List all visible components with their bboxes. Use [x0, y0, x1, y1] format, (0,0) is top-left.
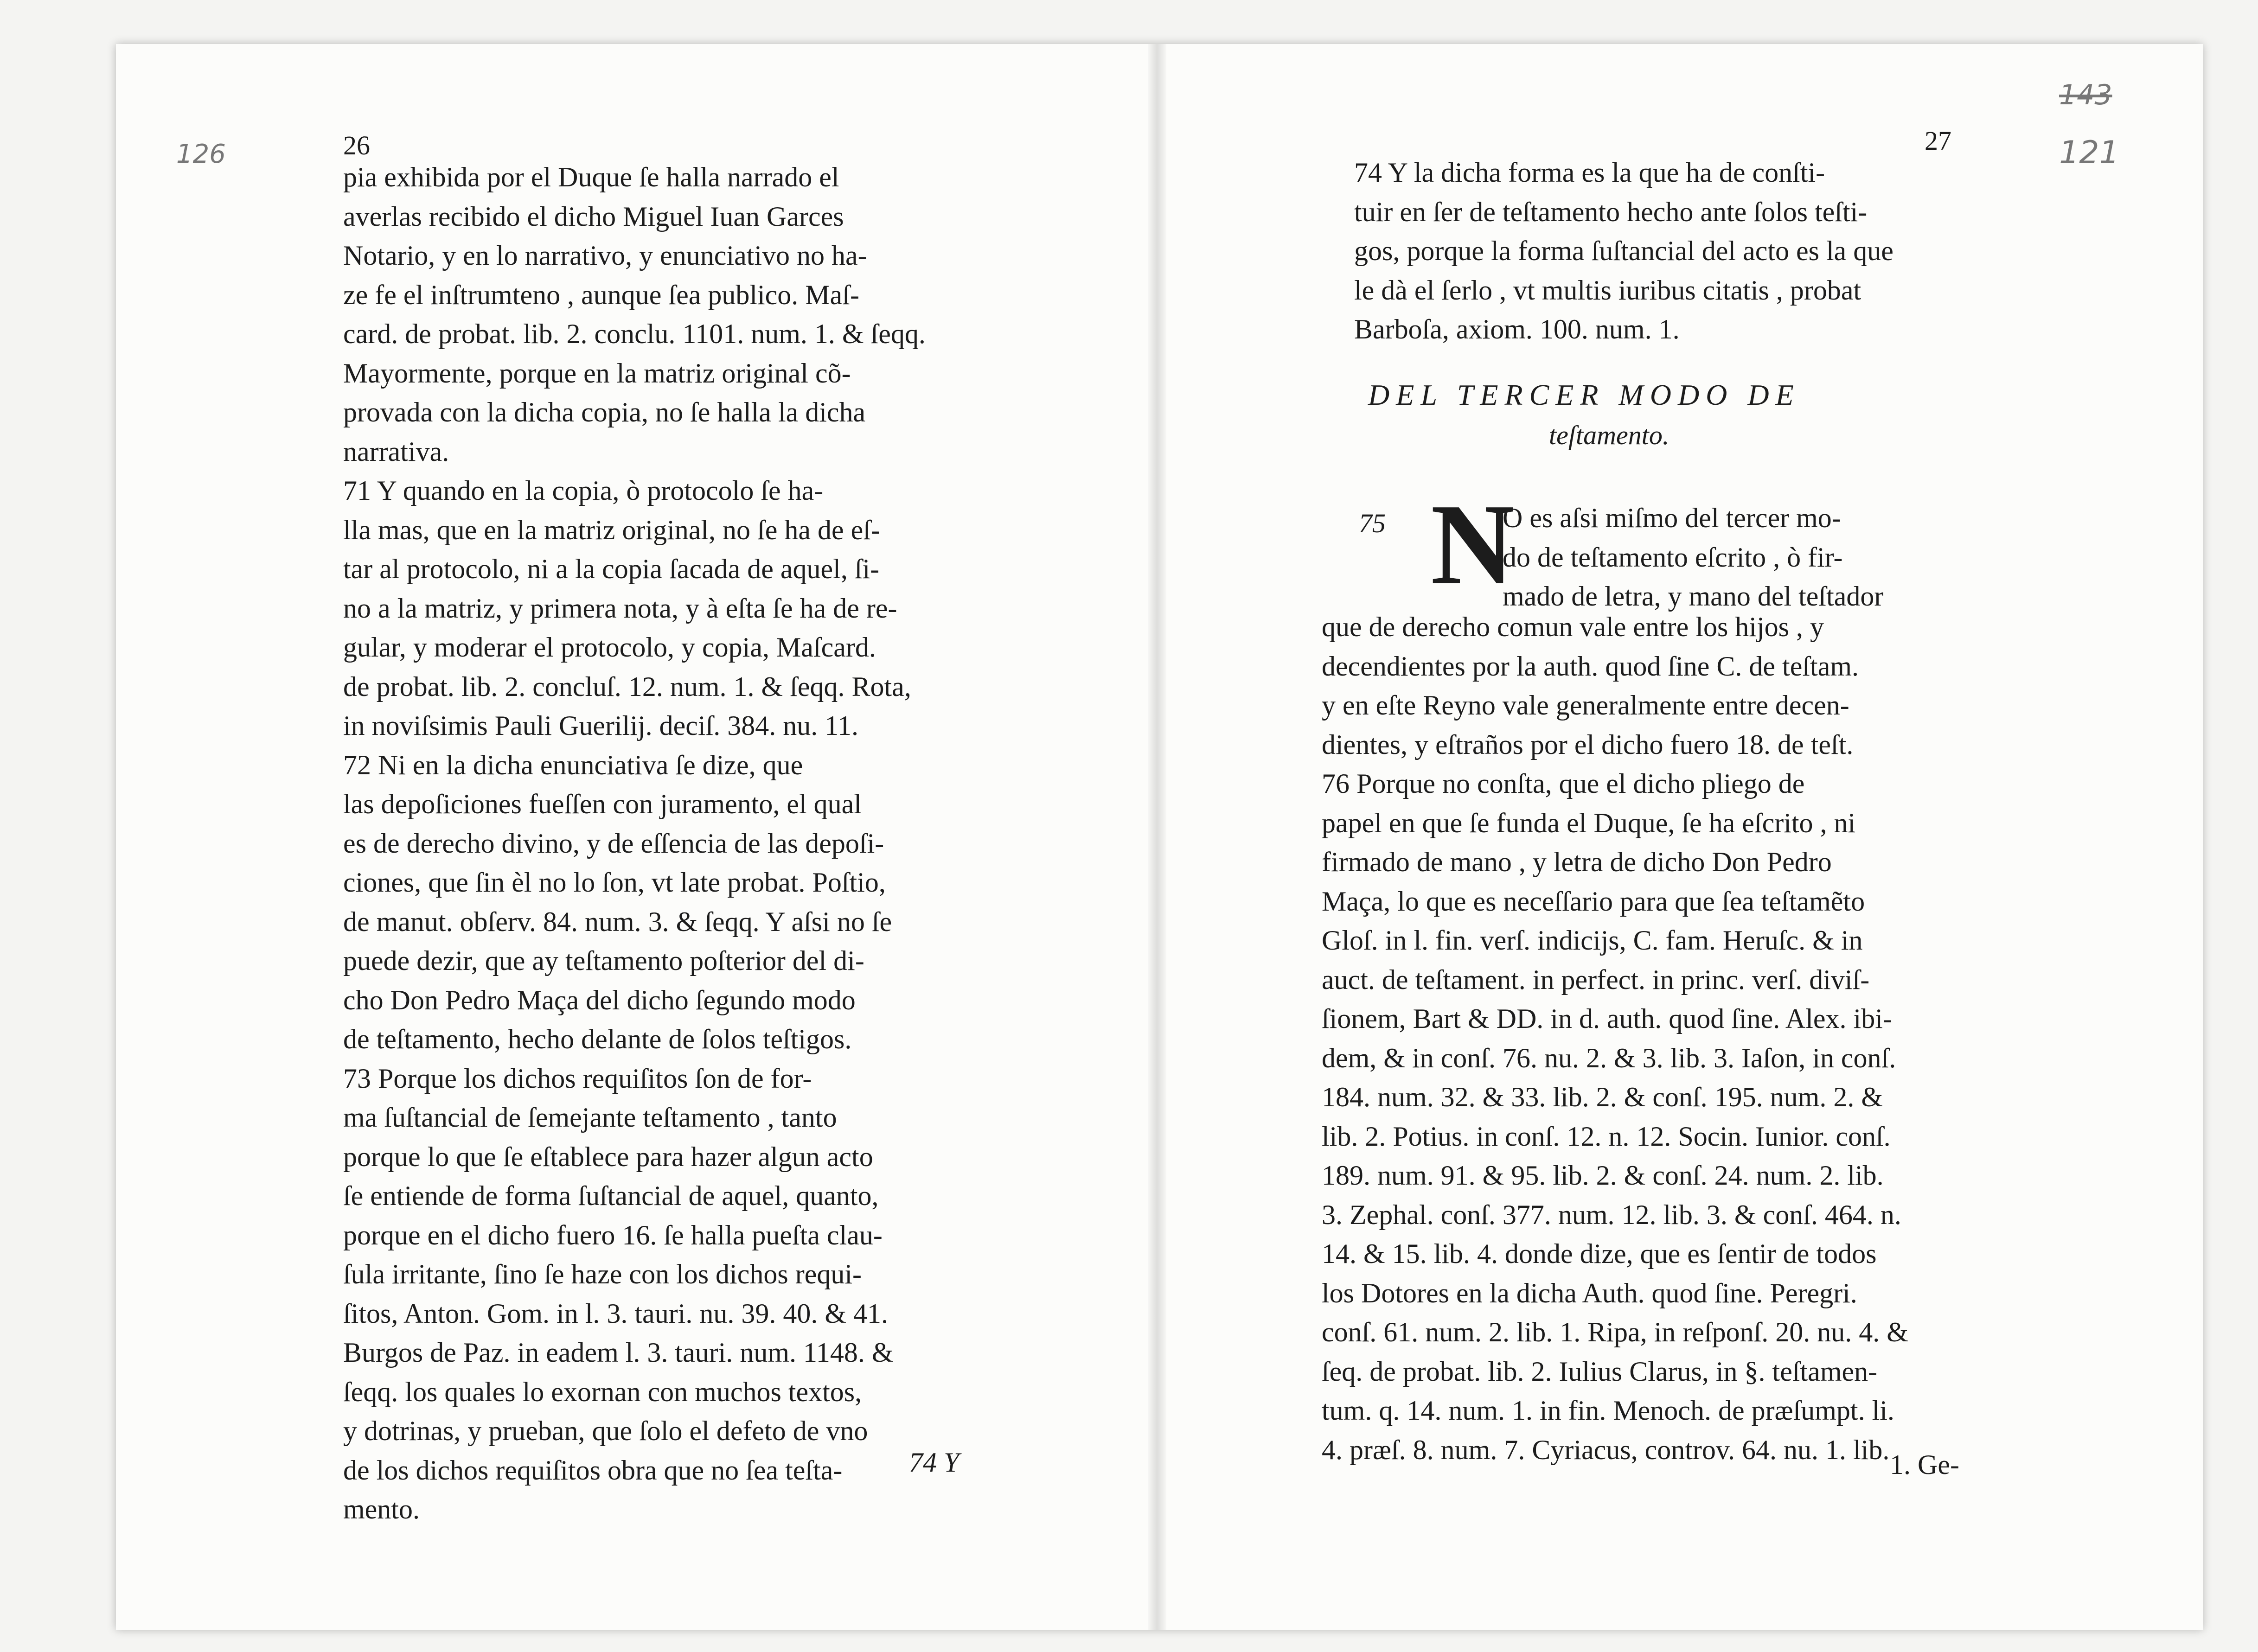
text-line: lib. 2. Potius. in conſ. 12. n. 12. Socin. Iunior. conſ.: [1322, 1121, 1891, 1152]
left-margin-note: 126: [176, 139, 226, 169]
text-line: 14. & 15. lib. 4. donde dize, que es ſentir de todos: [1322, 1238, 1877, 1269]
section-heading: DEL TERCER MODO DE: [1368, 378, 1800, 411]
text-line: de los dichos requiſitos obra que no ſea teſta-: [343, 1454, 843, 1486]
text-line: mento.: [343, 1494, 420, 1524]
text-line: dientes, y eſtraños por el dicho fuero 18. de teſt.: [1322, 729, 1854, 760]
para-75-number: 75: [1359, 508, 1386, 538]
text-line: averlas recibido el dicho Miguel Iuan Garces: [343, 201, 844, 232]
text-line: tum. q. 14. num. 1. in fin. Menoch. de præſumpt. li.: [1322, 1395, 1894, 1426]
text-line: narrativa.: [343, 436, 449, 467]
right-margin-note-bottom: 121: [2059, 134, 2119, 171]
text-line: las depoſiciones fueſſen con juramento, el qual: [343, 789, 862, 819]
text-line: Notario, y en lo narrativo, y enunciativo no ha-: [343, 240, 867, 271]
text-line: ſe entiende de forma ſuſtancial de aquel, quanto,: [343, 1180, 879, 1211]
left-page-number: 26: [343, 130, 370, 160]
text-line: provada con la dicha copia, no ſe halla la dicha: [343, 397, 866, 427]
left-catchword: 74 Y: [909, 1447, 959, 1478]
text-line: 184. num. 32. & 33. lib. 2. & conſ. 195. num. 2. &: [1322, 1082, 1883, 1112]
text-line: no a la matriz, y primera nota, y à eſta ſe ha de re-: [343, 593, 897, 624]
text-line: ciones, que ſin èl no lo ſon, vt late probat. Poſtio,: [343, 867, 886, 898]
text-line: 72 Ni en la dicha enunciativa ſe dize, que: [343, 749, 803, 780]
text-line: gos, porque la forma ſuſtancial del acto es la que: [1354, 236, 1893, 266]
text-line: Burgos de Paz. in eadem l. 3. tauri. num. 1148. &: [343, 1337, 894, 1368]
text-line: Barboſa, axiom. 100. num. 1.: [1354, 314, 1680, 344]
text-line: es de derecho divino, y de eſſencia de las depoſi-: [343, 828, 884, 859]
text-line: do de teſtamento eſcrito , ò fir-: [1503, 542, 1843, 573]
text-line: ze fe el inſtrumteno , aunque ſea publico. Maſ-: [343, 279, 859, 310]
text-line: Mayormente, porque en la matriz original cõ-: [343, 357, 851, 389]
text-line: papel en que ſe funda el Duque, ſe ha eſcrito , ni: [1322, 807, 1856, 838]
text-line: y dotrinas, y prueban, que ſolo el defeto de vno: [343, 1416, 868, 1446]
right-body-text: [1322, 607, 1962, 1469]
text-line: los Dotores en la dicha Auth. quod ſine. Peregri.: [1322, 1277, 1857, 1308]
text-line: dem, & in conſ. 76. nu. 2. & 3. lib. 3. Iaſon, in conſ.: [1322, 1042, 1896, 1073]
text-line: cho Don Pedro Maça del dicho ſegundo modo: [343, 984, 856, 1015]
right-dropcap-text: [1503, 498, 1962, 616]
text-line: de teſtamento, hecho delante de ſolos teſtigos.: [343, 1024, 852, 1054]
text-line: firmado de mano , y letra de dicho Don Pedro: [1322, 847, 1832, 877]
right-catchword: 1. Ge-: [1890, 1449, 1959, 1480]
text-line: lla mas, que en la matriz original, no ſe ha de eſ-: [343, 514, 880, 545]
text-line: y en eſte Reyno vale generalmente entre decen-: [1322, 690, 1849, 721]
text-line: de manut. obſerv. 84. num. 3. & ſeqq. Y aſsi no ſe: [343, 906, 892, 937]
text-line: 189. num. 91. & 95. lib. 2. & conſ. 24. num. 2. lib.: [1322, 1160, 1884, 1191]
text-line: decendientes por la auth. quod ſine C. de teſtam.: [1322, 651, 1859, 682]
text-line: ſula irritante, ſino ſe haze con los dichos requi-: [343, 1259, 862, 1289]
text-line: ma ſuſtancial de ſemejante teſtamento , tanto: [343, 1102, 837, 1133]
right-margin-note-top: 143: [2059, 79, 2112, 111]
text-line: conſ. 61. num. 2. lib. 1. Ripa, in reſponſ. 20. nu. 4. &: [1322, 1317, 1908, 1347]
text-line: porque en el dicho fuero 16. ſe halla pueſta clau-: [343, 1219, 883, 1250]
text-line: le dà el ſerlo , vt multis iuribus citatis , probat: [1354, 274, 1861, 306]
book-gutter: [1148, 44, 1166, 1630]
text-line: tar al protocolo, ni a la copia ſacada de aquel, ſi-: [343, 554, 880, 584]
text-line: auct. de teſtament. in perfect. in princ. verſ. diviſ-: [1322, 964, 1870, 995]
text-line: gular, y moderar el protocolo, y copia, Maſcard.: [343, 632, 876, 663]
text-line: porque lo que ſe eſtablece para hazer algun acto: [343, 1141, 873, 1172]
text-line: 74 Y la dicha forma es la que ha de conſti-: [1354, 157, 1825, 188]
text-line: 4. præſ. 8. num. 7. Cyriacus, controv. 64. nu. 1. lib.: [1322, 1434, 1890, 1465]
text-line: que de derecho comun vale entre los hijos , y: [1322, 612, 1824, 642]
right-page-number: 27: [1925, 126, 1951, 156]
text-line: in noviſsimis Pauli Guerilij. deciſ. 384. nu. 11.: [343, 710, 859, 741]
text-line: 76 Porque no conſta, que el dicho pliego de: [1322, 768, 1805, 799]
text-line: mado de letra, y mano del teſtador: [1503, 581, 1884, 612]
text-line: 71 Y quando en la copia, ò protocolo ſe ha-: [343, 475, 824, 506]
text-line: puede dezir, que ay teſtamento poſterior del di-: [343, 945, 864, 976]
text-line: 73 Porque los dichos requiſitos ſon de for-: [343, 1063, 812, 1094]
text-line: ſionem, Bart & DD. in d. auth. quod ſine. Alex. ibi-: [1322, 1003, 1892, 1034]
text-line: de probat. lib. 2. concluſ. 12. num. 1. & ſeqq. Rota,: [343, 671, 911, 702]
text-line: ſeq. de probat. lib. 2. Iulius Clarus, in §. teſtamen-: [1322, 1356, 1878, 1387]
text-line: ſeqq. los quales lo exornan con muchos textos,: [343, 1376, 862, 1407]
text-line: tuir en ſer de teſtamento hecho ante ſolos teſti-: [1354, 196, 1868, 227]
text-line: Maça, lo que es neceſſario para que ſea teſtamẽto: [1322, 886, 1865, 917]
left-body-text: [343, 158, 1002, 1529]
text-line: 3. Zephal. conſ. 377. num. 12. lib. 3. & conſ. 464. n.: [1322, 1199, 1901, 1230]
section-subheading: teſtamento.: [1549, 420, 1670, 450]
right-top-text: [1354, 153, 1962, 349]
drop-cap: N: [1431, 480, 1515, 609]
text-line: O es aſsi miſmo del tercer mo-: [1503, 503, 1841, 533]
text-line: ſitos, Anton. Gom. in l. 3. tauri. nu. 39. 40. & 41.: [343, 1298, 889, 1329]
text-line: card. de probat. lib. 2. conclu. 1101. num. 1. & ſeqq.: [343, 319, 926, 349]
text-line: Gloſ. in l. fin. verſ. indicijs, C. fam. Heruſc. & in: [1322, 925, 1863, 956]
text-line: pia exhibida por el Duque ſe halla narrado el: [343, 162, 839, 192]
